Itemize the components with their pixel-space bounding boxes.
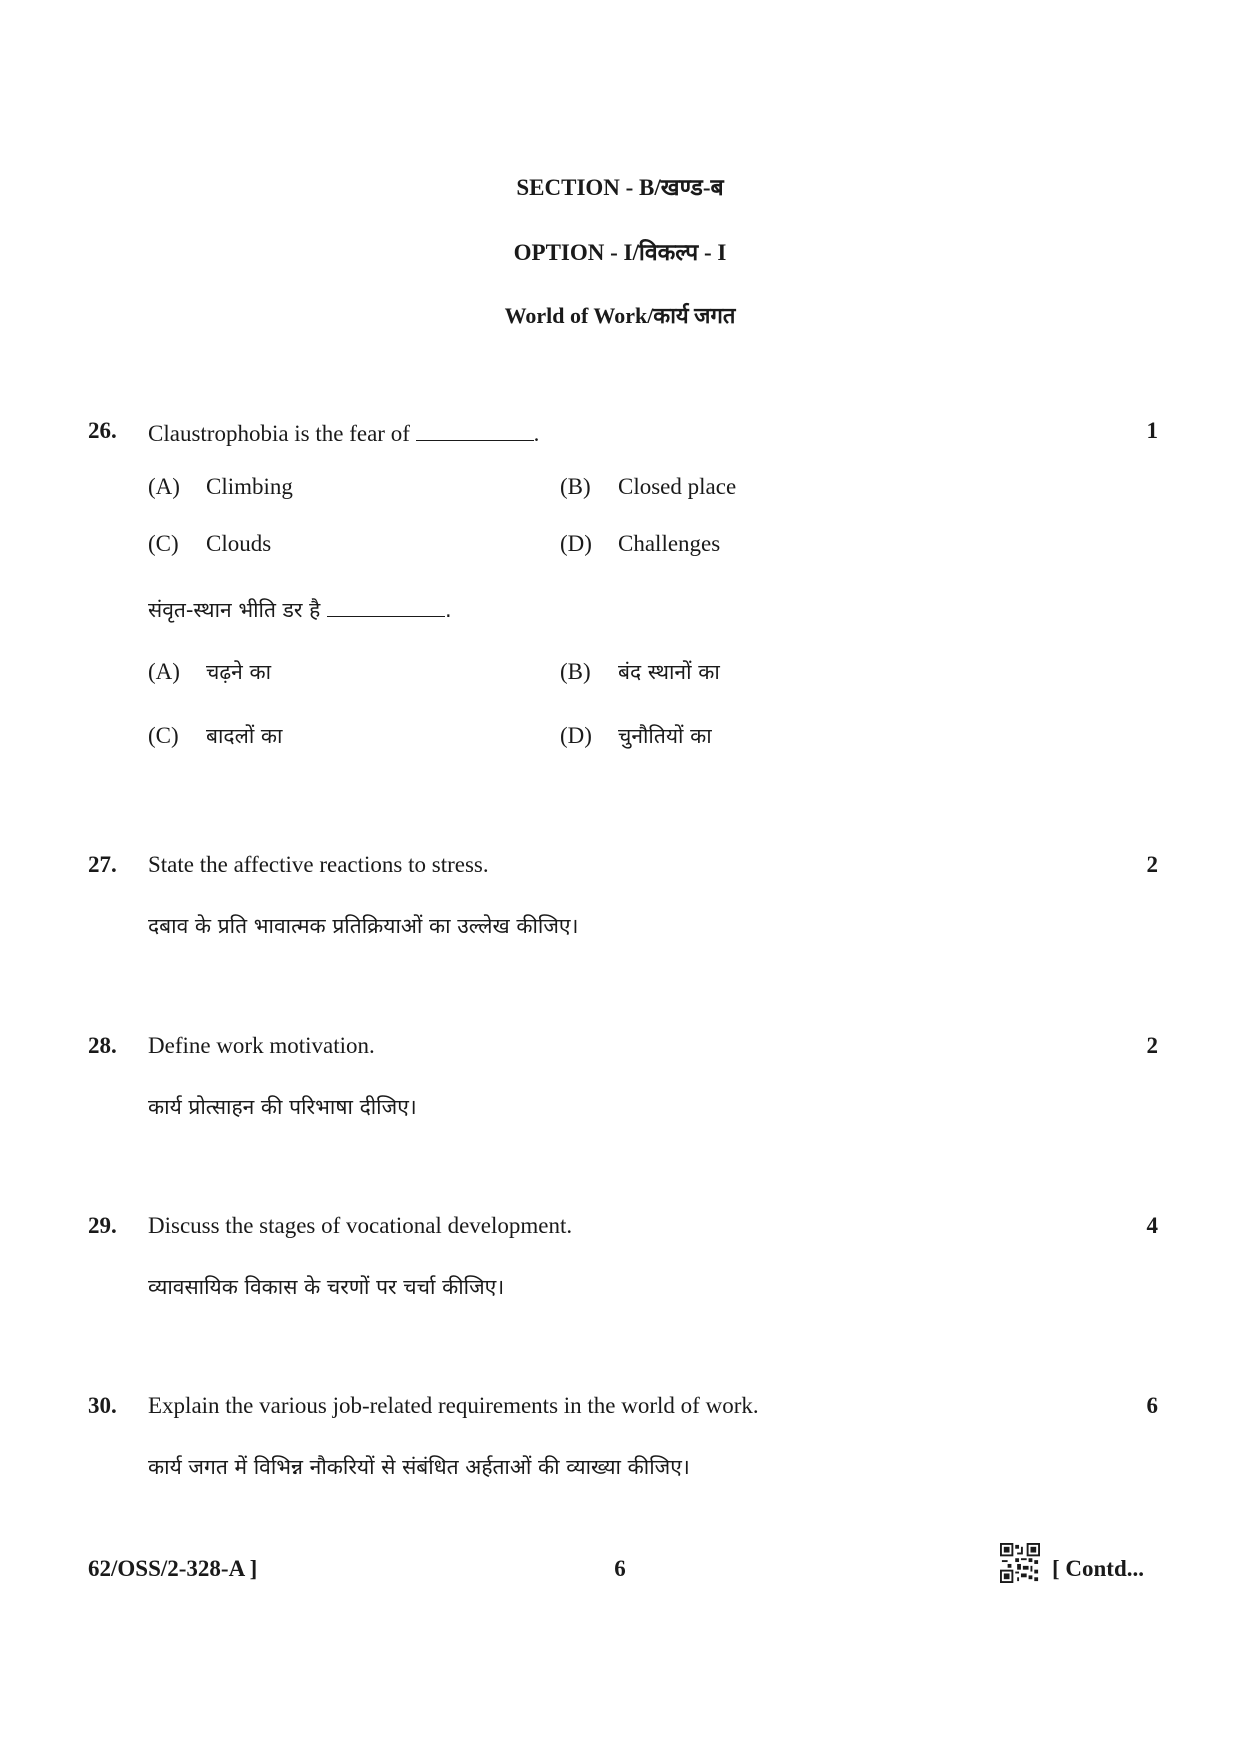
option-c [148,531,271,557]
question-marks: 6 [1146,1393,1158,1418]
option-b [560,474,736,500]
option-d [560,531,720,557]
question-text [148,418,539,447]
question-marks: 2 [1146,852,1158,877]
question-text: Define work motivation. [148,1033,375,1058]
option-label: (A) [148,659,180,684]
question-number: 30. [88,1393,117,1418]
option-label: (C) [148,723,179,748]
section-heading: SECTION - B/खण्ड-ब [516,175,724,200]
question-text: State the affective reactions to stress. [148,852,489,877]
question-text-hindi: कार्य प्रोत्साहन की परिभाषा दीजिए। [148,1095,417,1119]
option-text: बंद स्थानों का [618,660,720,684]
answer-blank-hindi [327,594,445,617]
question-30 [88,1393,1158,1483]
option-heading: OPTION - I/विकल्प - I [513,240,727,265]
option-d-hindi [560,722,712,750]
qr-code-icon [1000,1543,1040,1583]
topic-heading: World of Work/कार्य जगत [504,303,736,328]
option-label: (D) [560,723,592,748]
continued-label: [ Contd... [1052,1556,1145,1581]
option-c-hindi [148,722,283,750]
option-text: चुनौतियों का [618,724,712,748]
option-label: (C) [148,531,179,556]
question-text: Discuss the stages of vocational development. [148,1213,573,1238]
option-text: बादलों का [206,724,283,748]
question-text-end: . [533,421,540,446]
paper-code: 62/OSS/2-328-A ] [88,1556,258,1581]
question-27 [88,852,1158,942]
question-26 [88,418,1158,758]
question-number: 28. [88,1033,117,1058]
question-marks: 2 [1146,1033,1158,1058]
option-a [148,474,293,500]
question-text-hindi: व्यावसायिक विकास के चरणों पर चर्चा कीजिए। [148,1275,505,1299]
option-b-hindi [560,658,720,686]
option-label: (B) [560,659,591,684]
question-number: 26. [88,418,117,443]
question-number: 27. [88,852,117,877]
option-text: Closed place [618,474,737,499]
question-number: 29. [88,1213,117,1238]
option-text: Clouds [206,531,272,556]
option-label: (B) [560,474,591,499]
question-marks: 4 [1146,1213,1158,1238]
question-text-hindi: कार्य जगत में विभिन्न नौकरियों से संबंधित अर्हताओं की व्याख्या कीजिए। [148,1455,690,1479]
hindi-text-part: संवृत-स्थान भीति डर है [148,598,321,622]
option-text: Challenges [618,531,721,556]
option-label: (A) [148,474,180,499]
question-text-hindi: दबाव के प्रति भावात्मक प्रतिक्रियाओं का उल्लेख कीजिए। [148,914,579,938]
question-text-hindi [148,594,452,624]
question-text: Explain the various job-related requirements in the world of work. [148,1393,759,1418]
question-text-part: Claustrophobia is the fear of [148,421,410,446]
question-28 [88,1033,1158,1123]
answer-blank [416,418,534,441]
hindi-text-end: . [444,598,452,622]
option-a-hindi [148,658,271,686]
question-29 [88,1213,1158,1303]
page-number: 6 [614,1556,626,1581]
question-marks: 1 [1146,418,1158,443]
option-text: चढ़ने का [206,660,272,684]
option-label: (D) [560,531,592,556]
option-text: Climbing [206,474,293,499]
